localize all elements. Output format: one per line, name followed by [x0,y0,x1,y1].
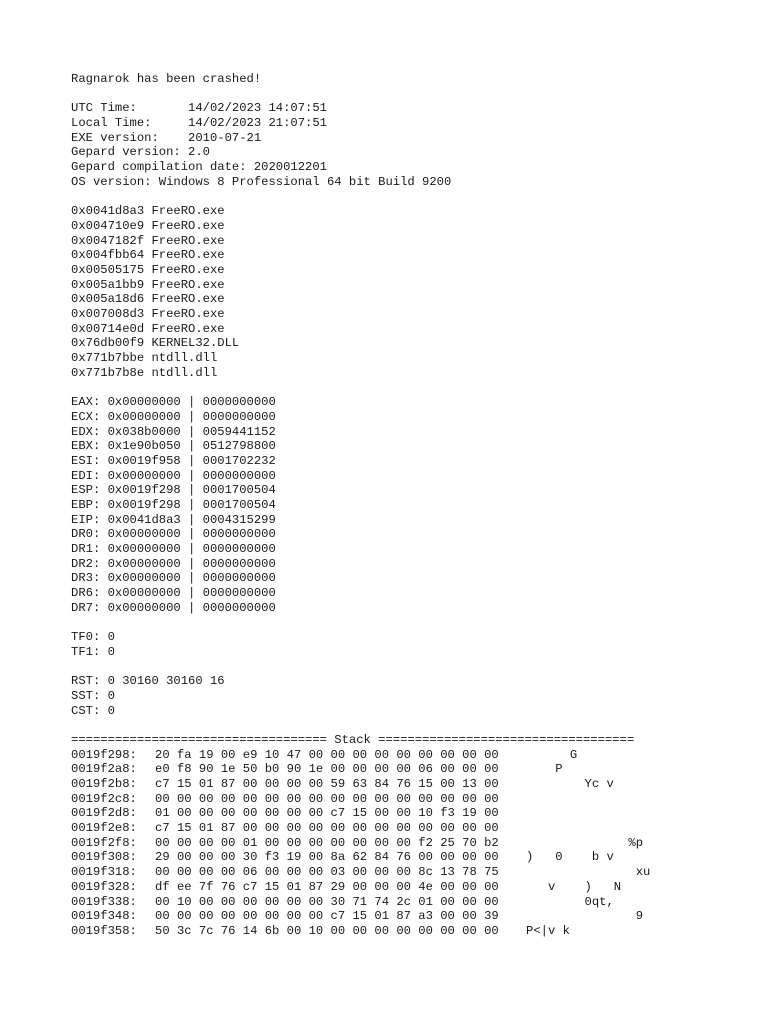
stack-address: 0019f2a8: [71,762,137,777]
stack-row [71,880,691,895]
call-stack-entry: 0x005a18d6 FreeRO.exe [71,292,225,307]
info-value: 2010-07-21 [188,130,262,145]
stack-ascii: v ) N [526,879,622,894]
registers [71,395,691,615]
call-stack-entry: 0x771b7bbe ntdll.dll [71,351,218,366]
call-stack-entry: 0x004fbb64 FreeRO.exe [71,248,225,263]
register-row: DR6: 0x00000000 | 0000000000 [71,586,276,601]
stack-address: 0019f2b8: [71,777,137,791]
info-key: EXE version: [71,130,159,145]
status-row: SST: 0 [71,688,115,703]
stack-address: 0019f298: [71,747,137,762]
stack-hex-bytes: c7 15 01 87 00 00 00 00 59 63 84 76 15 00 13 00 [155,777,499,791]
stack-address: 0019f318: [71,865,137,880]
stack-row [71,806,691,821]
stack-ascii: P [526,762,563,777]
register-row: DR2: 0x00000000 | 0000000000 [71,556,276,571]
info-key: UTC Time: [71,101,137,116]
stack-address: 0019f2c8: [71,791,137,806]
spacer [71,190,691,205]
register-row: ESP: 0x0019f298 | 0001700504 [71,483,276,498]
stack-address: 0019f338: [71,894,137,909]
stack-row [71,777,691,792]
stack-dump [71,748,691,939]
info-value: 14/02/2023 21:07:51 [188,116,327,131]
call-stack-entry: 0x007008d3 FreeRO.exe [71,307,225,321]
stack-hex-bytes: 00 10 00 00 00 00 00 00 30 71 74 2c 01 00 00 00 [155,894,499,909]
stack-address: 0019f348: [71,909,137,924]
call-stack-entry: 0x004710e9 FreeRO.exe [71,218,225,233]
info-local-time [71,116,691,131]
info-gepard-version: Gepard version: 2.0 [71,145,210,160]
stack-row [71,924,691,939]
register-row: EBP: 0x0019f298 | 0001700504 [71,497,276,512]
stack-hex-bytes: c7 15 01 87 00 00 00 00 00 00 00 00 00 00 00 00 [155,821,499,836]
register-row: EIP: 0x0041d8a3 | 0004315299 [71,512,276,527]
info-value: 14/02/2023 14:07:51 [188,101,327,116]
spacer [71,718,691,733]
register-row: EDX: 0x038b0000 | 0059441152 [71,424,276,439]
call-stack-entry: 0x005a1bb9 FreeRO.exe [71,277,225,292]
info-key: Local Time: [71,116,152,131]
spacer [71,615,691,630]
stack-row [71,909,691,924]
stack-row [71,836,691,851]
flag-row: TF0: 0 [71,630,115,645]
call-stack-entry: 0x771b7b8e ntdll.dll [71,365,218,380]
call-stack-entry: 0x00505175 FreeRO.exe [71,262,225,277]
stack-row [71,895,691,910]
register-row: ECX: 0x00000000 | 0000000000 [71,409,276,424]
register-row: EDI: 0x00000000 | 0000000000 [71,468,276,483]
stack-hex-bytes: 29 00 00 00 30 f3 19 00 8a 62 84 76 00 00 00 00 [155,850,499,865]
register-row: ESI: 0x0019f958 | 0001702232 [71,453,276,468]
stack-header: =================================== Stack =================================== [71,732,635,747]
stack-address: 0019f2e8: [71,821,137,836]
stack-ascii: 9 [526,909,644,924]
stack-ascii: ) 0 b v [526,850,614,865]
status-row: CST: 0 [71,703,115,718]
stack-row [71,850,691,865]
spacer [71,380,691,395]
stack-row [71,762,691,777]
stack-address: 0019f2f8: [71,835,137,850]
stack-address: 0019f328: [71,879,137,894]
register-row: DR7: 0x00000000 | 0000000000 [71,600,276,615]
stack-hex-bytes: e0 f8 90 1e 50 b0 90 1e 00 00 00 00 06 00 00 00 [155,762,499,777]
stack-hex-bytes: 00 00 00 00 01 00 00 00 00 00 00 00 f2 25 70 b2 [155,835,499,850]
spacer [71,660,691,675]
call-stack-entry: 0x0041d8a3 FreeRO.exe [71,204,225,219]
register-row: EAX: 0x00000000 | 0000000000 [71,395,276,410]
flags [71,630,691,659]
stack-hex-bytes: 50 3c 7c 76 14 6b 00 10 00 00 00 00 00 00 00 00 [155,923,499,938]
register-row: DR1: 0x00000000 | 0000000000 [71,542,276,556]
register-row: DR3: 0x00000000 | 0000000000 [71,571,276,586]
stack-row [71,748,691,763]
stack-ascii: Yc v [526,777,614,791]
stack-hex-bytes: 00 00 00 00 00 00 00 00 c7 15 01 87 a3 00 00 39 [155,909,499,924]
crash-report [71,72,691,939]
info-os-version: OS version: Windows 8 Professional 64 bit Build 9200 [71,174,452,189]
register-row: EBX: 0x1e90b050 | 0512798800 [71,439,276,454]
stack-ascii: xu [526,865,651,880]
stack-hex-bytes: 00 00 00 00 06 00 00 00 03 00 00 00 8c 13 78 75 [155,865,499,880]
flag-row: TF1: 0 [71,644,115,659]
info-gepard-compilation: Gepard compilation date: 2020012201 [71,160,327,175]
stack-hex-bytes: 00 00 00 00 00 00 00 00 00 00 00 00 00 00 00 00 [155,791,499,806]
call-stack-entry: 0x76db00f9 KERNEL32.DLL [71,336,240,351]
stack-ascii: G [526,747,578,762]
call-stack [71,204,691,380]
crash-title: Ragnarok has been crashed! [71,72,262,86]
stack-hex-bytes: df ee 7f 76 c7 15 01 87 29 00 00 00 4e 00 00 00 [155,879,499,894]
stack-address: 0019f308: [71,850,137,865]
info-exe-version [71,131,691,146]
info-section [71,101,691,189]
stack-hex-bytes: 20 fa 19 00 e9 10 47 00 00 00 00 00 00 00 00 00 [155,747,499,762]
status-block [71,674,691,718]
register-row: DR0: 0x00000000 | 0000000000 [71,527,276,542]
stack-hex-bytes: 01 00 00 00 00 00 00 00 c7 15 00 00 10 f3 19 00 [155,806,499,821]
stack-row [71,792,691,807]
spacer [71,87,691,102]
call-stack-entry: 0x0047182f FreeRO.exe [71,233,225,248]
stack-address: 0019f2d8: [71,806,137,821]
stack-ascii: P<|v k [526,923,570,938]
stack-ascii: 0qt, [526,894,614,909]
stack-ascii: %p [526,835,644,850]
status-row: RST: 0 30160 30160 16 [71,674,225,689]
stack-row [71,865,691,880]
stack-row [71,821,691,836]
info-utc-time [71,101,691,116]
call-stack-entry: 0x00714e0d FreeRO.exe [71,321,225,336]
stack-address: 0019f358: [71,923,137,938]
